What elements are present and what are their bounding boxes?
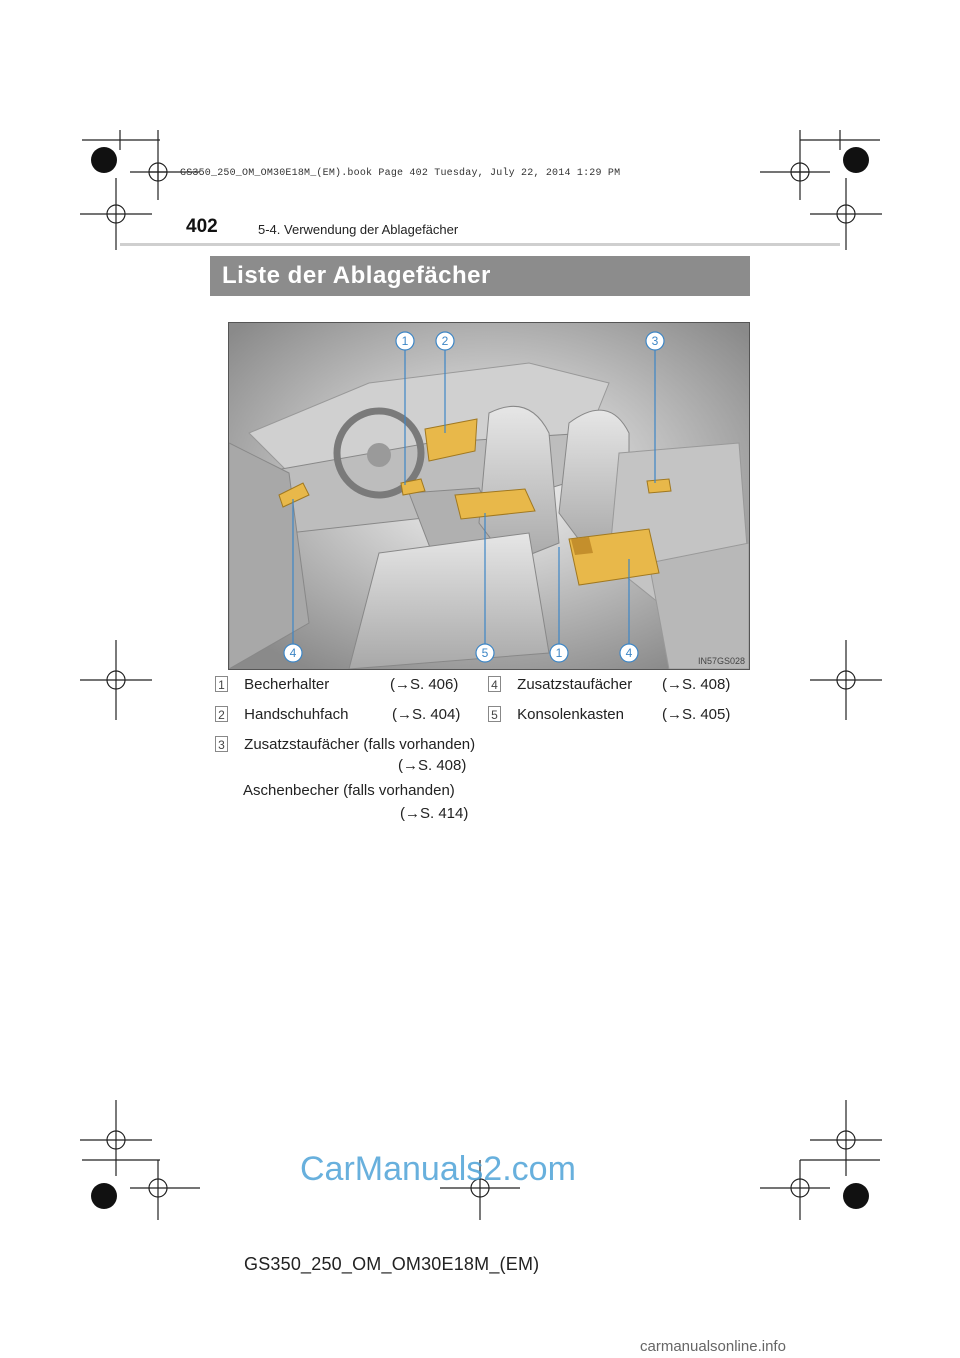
legend-ref-1: (→S. 406) — [390, 676, 459, 693]
watermark-carmanualsonline: carmanualsonline.info — [640, 1338, 786, 1355]
legend-ref-3: (→S. 408) — [398, 757, 467, 774]
legend-label: Zusatzstaufächer (falls vorhanden) — [244, 736, 476, 753]
callout-top-1: 1 — [401, 334, 409, 348]
callout-bottom-1: 4 — [289, 646, 297, 660]
interior-figure — [228, 322, 750, 670]
legend-number: 3 — [215, 736, 228, 752]
aux-box-rear-highlight — [647, 479, 671, 493]
legend-label: Zusatzstaufächer — [517, 676, 633, 693]
legend-number: 1 — [215, 676, 228, 692]
legend-item-3-sub: Aschenbecher (falls vorhanden) — [243, 782, 455, 799]
footer-code: GS350_250_OM_OM30E18M_(EM) — [244, 1254, 540, 1274]
callout-top-2: 2 — [441, 334, 449, 348]
legend-number: 2 — [215, 706, 228, 722]
header-rule — [120, 243, 840, 246]
callout-top-3: 3 — [651, 334, 659, 348]
callout-bottom-3: 1 — [555, 646, 563, 660]
legend-item-5 — [488, 706, 624, 723]
legend-label: Handschuhfach — [244, 706, 349, 723]
legend-ref-5: (→S. 405) — [662, 706, 731, 723]
legend-item-3 — [215, 736, 475, 753]
callout-bottom-4: 4 — [625, 646, 633, 660]
figure-code: IN57GS028 — [697, 656, 745, 666]
legend-number: 5 — [488, 706, 501, 722]
legend-item-4 — [488, 676, 632, 693]
legend-ref-4: (→S. 408) — [662, 676, 731, 693]
car-interior-illustration — [229, 323, 749, 669]
legend-label: Konsolenkasten — [517, 706, 624, 723]
legend-ref-3-sub: (→S. 414) — [400, 805, 469, 822]
legend-item-1 — [215, 676, 329, 693]
callout-bottom-2: 5 — [481, 646, 489, 660]
legend-ref-2: (→S. 404) — [392, 706, 461, 723]
legend-item-2 — [215, 706, 348, 723]
print-info: GS350_250_OM_OM30E18M_(EM).book Page 402 Tuesday, July 22, 2014 1:29 PM — [180, 168, 621, 179]
watermark-carmanuals2: CarManuals2.com — [300, 1150, 576, 1188]
section-title: 5-4. Verwendung der Ablagefächer — [258, 222, 459, 237]
legend-number: 4 — [488, 676, 501, 692]
page-title: Liste der Ablagefächer — [210, 256, 750, 296]
page-number: 402 — [186, 216, 218, 237]
legend-label: Becherhalter — [244, 676, 330, 693]
